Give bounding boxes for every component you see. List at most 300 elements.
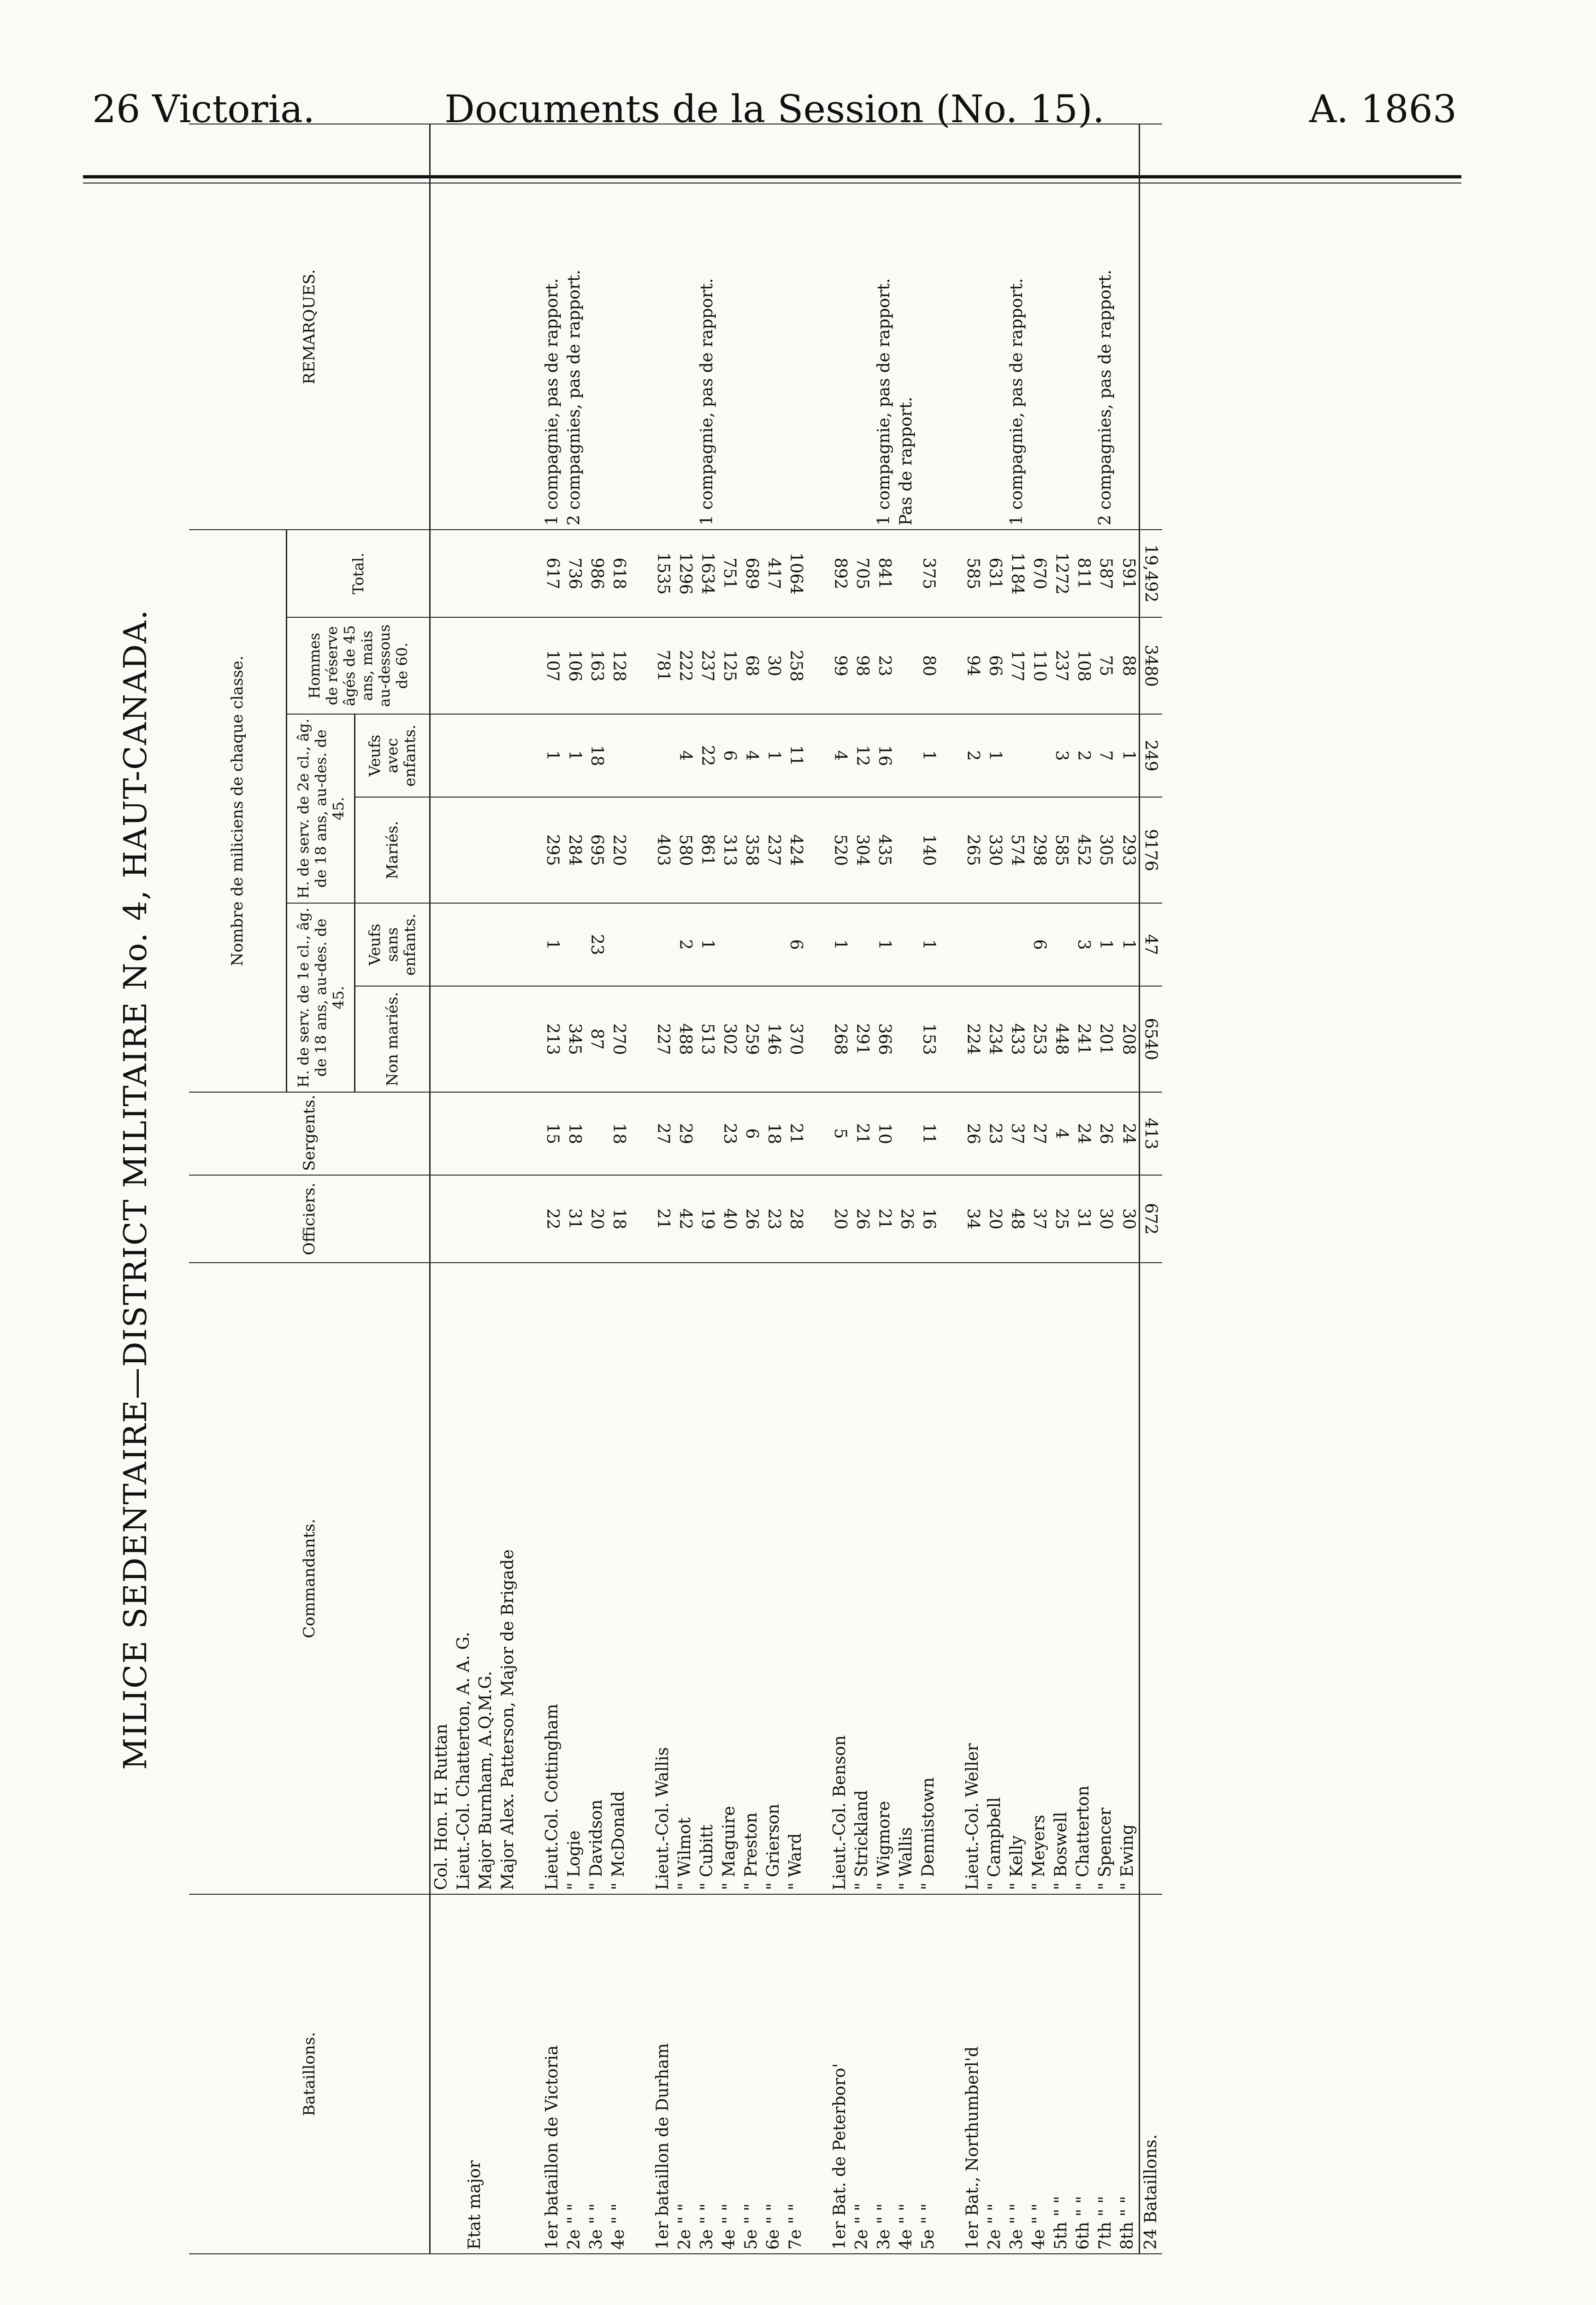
total-cell: 986 xyxy=(585,530,608,617)
totals-row xyxy=(1140,124,1163,2254)
remarques-cell xyxy=(674,124,696,530)
sergents-cell: 18 xyxy=(763,1092,785,1175)
reserve-cell: 222 xyxy=(674,617,696,714)
remarques-cell xyxy=(652,124,674,530)
remarques-cell xyxy=(763,124,785,530)
veufs-avec-cell: 4 xyxy=(674,714,696,797)
commandant-name: Lieut.-Col. Weller xyxy=(962,1263,984,1894)
commandant-name: " Ewing xyxy=(1117,1263,1140,1894)
remarques-cell xyxy=(785,124,807,530)
table-row xyxy=(1050,124,1072,2254)
officiers-cell: 25 xyxy=(1050,1175,1072,1263)
group-spacer xyxy=(807,124,829,2254)
sergents-cell: 27 xyxy=(1028,1092,1050,1175)
veufs-avec-cell: 16 xyxy=(873,714,895,797)
reserve-cell: 30 xyxy=(763,617,785,714)
veufs-sans-cell: 23 xyxy=(585,903,608,986)
veufs-avec-cell xyxy=(1006,714,1028,797)
sergents-cell: 21 xyxy=(785,1092,807,1175)
header-commandants: Commandants. xyxy=(189,1263,430,1894)
sergents-cell: 15 xyxy=(541,1092,563,1175)
veufs-sans-cell xyxy=(984,903,1006,986)
reserve-cell: 258 xyxy=(785,617,807,714)
officiers-cell: 22 xyxy=(541,1175,563,1263)
battalion-name: 7e " " xyxy=(785,1894,807,2254)
maries-cell: 520 xyxy=(829,797,851,903)
commandant-name: " Cubitt xyxy=(696,1263,718,1894)
sergents-cell: 23 xyxy=(984,1092,1006,1175)
non-maries-cell: 270 xyxy=(608,986,630,1092)
reserve-cell: 781 xyxy=(652,617,674,714)
veufs-avec-cell: 1 xyxy=(541,714,563,797)
header-non-maries: Non mariés. xyxy=(355,986,430,1092)
maries-cell: 140 xyxy=(917,797,940,903)
battalion-name: 6e " " xyxy=(763,1894,785,2254)
total-maries: 9176 xyxy=(1140,797,1163,903)
total-non-maries: 6540 xyxy=(1140,986,1163,1092)
sergents-cell: 26 xyxy=(1094,1092,1117,1175)
table-row xyxy=(652,124,674,2254)
battalion-name: 1er bataillon de Victoria xyxy=(541,1894,563,2254)
sergents-cell: 4 xyxy=(1050,1092,1072,1175)
non-maries-cell: 488 xyxy=(674,986,696,1092)
battalion-name: 2e " " xyxy=(563,1894,585,2254)
table-row xyxy=(873,124,895,2254)
commandant-name: " Wilmot xyxy=(674,1263,696,1894)
table-row xyxy=(785,124,807,2254)
veufs-sans-cell xyxy=(851,903,873,986)
veufs-avec-cell: 1 xyxy=(563,714,585,797)
total-sergents: 413 xyxy=(1140,1092,1163,1175)
sergents-cell: 11 xyxy=(917,1092,940,1175)
remarques-cell xyxy=(1117,124,1140,530)
maries-cell: 304 xyxy=(851,797,873,903)
header-nombre-group: Nombre de miliciens de chaque classe. xyxy=(189,530,287,1092)
veufs-sans-cell: 1 xyxy=(1094,903,1117,986)
header-officiers: Officiers. xyxy=(189,1175,430,1263)
maries-cell: 861 xyxy=(696,797,718,903)
remarques-cell xyxy=(962,124,984,530)
sergents-cell: 24 xyxy=(1072,1092,1094,1175)
reserve-cell: 66 xyxy=(984,617,1006,714)
table-row xyxy=(962,124,984,2254)
table-row xyxy=(1117,124,1140,2254)
militia-table xyxy=(189,124,1162,2254)
non-maries-cell: 224 xyxy=(962,986,984,1092)
total-officiers: 672 xyxy=(1140,1175,1163,1263)
officiers-cell: 28 xyxy=(785,1175,807,1263)
group-spacer xyxy=(519,124,541,2254)
veufs-sans-cell: 6 xyxy=(1028,903,1050,986)
reserve-cell: 80 xyxy=(917,617,940,714)
non-maries-cell: 153 xyxy=(917,986,940,1092)
total-cell: 1296 xyxy=(674,530,696,617)
etat-major-commandant: Major Burnham, A.Q.M.G. xyxy=(475,1263,497,1894)
remarques-cell xyxy=(1072,124,1094,530)
maries-cell: 452 xyxy=(1072,797,1094,903)
total-cell: 585 xyxy=(962,530,984,617)
table-row xyxy=(674,124,696,2254)
commandant-name: " Kelly xyxy=(1006,1263,1028,1894)
battalion-name: 2e " " xyxy=(851,1894,873,2254)
officiers-cell: 16 xyxy=(917,1175,940,1263)
battalion-name: 4e " " xyxy=(608,1894,630,2254)
veufs-sans-cell: 3 xyxy=(1072,903,1094,986)
remarques-cell: 1 compagnie, pas de rapport. xyxy=(873,124,895,530)
table-title: MILICE SEDENTAIRE—DISTRICT MILITAIRE No. 4, HAUT-CANADA. xyxy=(118,609,154,1770)
sergents-cell: 24 xyxy=(1117,1092,1140,1175)
commandant-name: " Preston xyxy=(740,1263,763,1894)
total-cell: 1272 xyxy=(1050,530,1072,617)
commandant-name: Lieut.-Col. Wallis xyxy=(652,1263,674,1894)
reserve-cell: 163 xyxy=(585,617,608,714)
remarques-cell: Pas de rapport. xyxy=(895,124,917,530)
remarques-cell xyxy=(851,124,873,530)
sergents-cell: 10 xyxy=(873,1092,895,1175)
officiers-cell: 34 xyxy=(962,1175,984,1263)
non-maries-cell: 253 xyxy=(1028,986,1050,1092)
non-maries-cell: 146 xyxy=(763,986,785,1092)
reserve-cell: 107 xyxy=(541,617,563,714)
veufs-sans-cell: 1 xyxy=(873,903,895,986)
veufs-sans-cell xyxy=(763,903,785,986)
commandant-name: " Ward xyxy=(785,1263,807,1894)
total-cell: 751 xyxy=(718,530,740,617)
table-row xyxy=(895,124,917,2254)
total-cell: 417 xyxy=(763,530,785,617)
maries-cell: 237 xyxy=(763,797,785,903)
veufs-sans-cell xyxy=(1006,903,1028,986)
group-spacer xyxy=(630,124,652,2254)
veufs-avec-cell xyxy=(652,714,674,797)
table-row xyxy=(984,124,1006,2254)
remarques-cell: 2 compagnies, pas de rapport. xyxy=(563,124,585,530)
maries-cell: 585 xyxy=(1050,797,1072,903)
header-veufs-avec: Veufs avec enfants. xyxy=(355,714,430,797)
maries-cell: 313 xyxy=(718,797,740,903)
battalion-name: 3e " " xyxy=(873,1894,895,2254)
total-cell: 670 xyxy=(1028,530,1050,617)
total-cell: 689 xyxy=(740,530,763,617)
table-row xyxy=(563,124,585,2254)
non-maries-cell: 213 xyxy=(541,986,563,1092)
commandant-name: " Meyers xyxy=(1028,1263,1050,1894)
table-row xyxy=(1072,124,1094,2254)
table-row xyxy=(718,124,740,2254)
total-cell: 617 xyxy=(541,530,563,617)
battalion-name: 8th " " xyxy=(1117,1894,1140,2254)
sergents-cell: 29 xyxy=(674,1092,696,1175)
maries-cell: 580 xyxy=(674,797,696,903)
commandant-name: " Davidson xyxy=(585,1263,608,1894)
table-row xyxy=(541,124,563,2254)
sergents-cell xyxy=(895,1092,917,1175)
maries-cell: 265 xyxy=(962,797,984,903)
header-sergents: Sergents. xyxy=(189,1092,430,1175)
remarques-cell xyxy=(608,124,630,530)
veufs-sans-cell xyxy=(608,903,630,986)
battalion-name: 3e " " xyxy=(1006,1894,1028,2254)
battalion-name: 7th " " xyxy=(1094,1894,1117,2254)
reserve-cell: 108 xyxy=(1072,617,1094,714)
commandant-name: " Strickland xyxy=(851,1263,873,1894)
battalion-name: 1er bataillon de Durham xyxy=(652,1894,674,2254)
battalion-name: 5th " " xyxy=(1050,1894,1072,2254)
etat-major-row xyxy=(430,124,453,2254)
officiers-cell: 23 xyxy=(763,1175,785,1263)
remarques-cell xyxy=(718,124,740,530)
veufs-avec-cell: 6 xyxy=(718,714,740,797)
total-cell: 587 xyxy=(1094,530,1117,617)
rotated-table-sheet xyxy=(111,124,1420,2254)
officiers-cell: 30 xyxy=(1117,1175,1140,1263)
maries-cell: 435 xyxy=(873,797,895,903)
reserve-cell: 88 xyxy=(1117,617,1140,714)
total-cell: 618 xyxy=(608,530,630,617)
total-cell: 1535 xyxy=(652,530,674,617)
officiers-cell: 42 xyxy=(674,1175,696,1263)
veufs-sans-cell: 6 xyxy=(785,903,807,986)
commandant-name: " Boswell xyxy=(1050,1263,1072,1894)
veufs-sans-cell xyxy=(652,903,674,986)
table-row xyxy=(696,124,718,2254)
non-maries-cell: 345 xyxy=(563,986,585,1092)
non-maries-cell: 433 xyxy=(1006,986,1028,1092)
reserve-cell: 106 xyxy=(563,617,585,714)
maries-cell: 295 xyxy=(541,797,563,903)
header-group-2e: H. de serv. de 2e cl., âg. de 18 ans, au-des. de 45. xyxy=(287,714,355,903)
remarques-cell xyxy=(585,124,608,530)
reserve-cell: 68 xyxy=(740,617,763,714)
remarques-cell: 1 compagnie, pas de rapport. xyxy=(696,124,718,530)
veufs-avec-cell: 12 xyxy=(851,714,873,797)
veufs-avec-cell xyxy=(608,714,630,797)
veufs-avec-cell xyxy=(895,714,917,797)
battalion-name: 2e " " xyxy=(674,1894,696,2254)
total-cell xyxy=(895,530,917,617)
non-maries-cell: 208 xyxy=(1117,986,1140,1092)
table-row xyxy=(917,124,940,2254)
sergents-cell: 18 xyxy=(563,1092,585,1175)
battalion-name: 1er Bat. de Peterboro' xyxy=(829,1894,851,2254)
veufs-avec-cell: 2 xyxy=(962,714,984,797)
veufs-avec-cell: 4 xyxy=(740,714,763,797)
total-cell: 631 xyxy=(984,530,1006,617)
maries-cell: 358 xyxy=(740,797,763,903)
veufs-sans-cell xyxy=(962,903,984,986)
header-remarques: REMARQUES. xyxy=(189,124,430,530)
reserve-cell: 125 xyxy=(718,617,740,714)
officiers-cell: 20 xyxy=(585,1175,608,1263)
battalion-name: 3e " " xyxy=(585,1894,608,2254)
maries-cell xyxy=(895,797,917,903)
officiers-cell: 21 xyxy=(652,1175,674,1263)
remarques-cell xyxy=(984,124,1006,530)
remarques-cell xyxy=(1028,124,1050,530)
veufs-avec-cell: 1 xyxy=(917,714,940,797)
etat-major-commandant: Col. Hon. H. Ruttan xyxy=(430,1263,453,1894)
totals-label: 24 Bataillons. xyxy=(1140,1894,1163,2254)
sergents-cell: 37 xyxy=(1006,1092,1028,1175)
table-totals xyxy=(1140,124,1163,2254)
officiers-cell: 26 xyxy=(851,1175,873,1263)
header-group-1e: H. de serv. de 1e cl., âg. de 18 ans, au-des. de 45. xyxy=(287,903,355,1092)
remarques-cell: 1 compagnie, pas de rapport. xyxy=(541,124,563,530)
remarques-cell xyxy=(829,124,851,530)
table-row xyxy=(740,124,763,2254)
reserve-cell: 94 xyxy=(962,617,984,714)
etat-major-label: Etat major xyxy=(430,1894,520,2254)
sergents-cell: 27 xyxy=(652,1092,674,1175)
veufs-sans-cell xyxy=(895,903,917,986)
maries-cell: 403 xyxy=(652,797,674,903)
non-maries-cell: 259 xyxy=(740,986,763,1092)
non-maries-cell: 366 xyxy=(873,986,895,1092)
non-maries-cell: 87 xyxy=(585,986,608,1092)
header-veufs-sans: Veufs sans enfants. xyxy=(355,903,430,986)
total-cell: 811 xyxy=(1072,530,1094,617)
officiers-cell: 20 xyxy=(984,1175,1006,1263)
veufs-sans-cell xyxy=(563,903,585,986)
non-maries-cell: 241 xyxy=(1072,986,1094,1092)
veufs-sans-cell xyxy=(740,903,763,986)
battalion-name: 5e " " xyxy=(740,1894,763,2254)
total-cell: 375 xyxy=(917,530,940,617)
reserve-cell: 237 xyxy=(696,617,718,714)
group-spacer xyxy=(940,124,962,2254)
commandant-name: " Maguire xyxy=(718,1263,740,1894)
commandant-name: " Spencer xyxy=(1094,1263,1117,1894)
total-cell: 841 xyxy=(873,530,895,617)
reserve-cell: 98 xyxy=(851,617,873,714)
commandant-name: " Wigmore xyxy=(873,1263,895,1894)
maries-cell: 330 xyxy=(984,797,1006,903)
maries-cell: 305 xyxy=(1094,797,1117,903)
table-row xyxy=(829,124,851,2254)
running-head-center: Documents de la Session (No. 15). xyxy=(444,88,1105,131)
commandant-name: Lieut.Col. Cottingham xyxy=(541,1263,563,1894)
table-row xyxy=(1028,124,1050,2254)
maries-cell: 284 xyxy=(563,797,585,903)
total-cell: 892 xyxy=(829,530,851,617)
maries-cell: 298 xyxy=(1028,797,1050,903)
header-total: Total. xyxy=(287,530,430,617)
etat-major-commandant: Lieut.-Col. Chatterton, A. A. G. xyxy=(453,1263,475,1894)
sergents-cell xyxy=(585,1092,608,1175)
battalion-name: 4e " " xyxy=(895,1894,917,2254)
battalion-name: 2e " " xyxy=(984,1894,1006,2254)
sergents-cell: 5 xyxy=(829,1092,851,1175)
veufs-avec-cell: 1 xyxy=(763,714,785,797)
commandant-name: " Chatterton xyxy=(1072,1263,1094,1894)
sergents-cell: 6 xyxy=(740,1092,763,1175)
reserve-cell: 99 xyxy=(829,617,851,714)
non-maries-cell: 201 xyxy=(1094,986,1117,1092)
veufs-avec-cell: 7 xyxy=(1094,714,1117,797)
etat-major-commandant: Major Alex. Patterson, Major de Brigade xyxy=(497,1263,519,1894)
veufs-avec-cell: 11 xyxy=(785,714,807,797)
reserve-cell xyxy=(895,617,917,714)
table-body xyxy=(430,124,1140,2254)
veufs-sans-cell: 1 xyxy=(696,903,718,986)
maries-cell: 424 xyxy=(785,797,807,903)
sergents-cell: 26 xyxy=(962,1092,984,1175)
officiers-cell: 21 xyxy=(873,1175,895,1263)
non-maries-cell: 302 xyxy=(718,986,740,1092)
non-maries-cell xyxy=(895,986,917,1092)
remarques-cell xyxy=(740,124,763,530)
non-maries-cell: 370 xyxy=(785,986,807,1092)
officiers-cell: 20 xyxy=(829,1175,851,1263)
non-maries-cell: 513 xyxy=(696,986,718,1092)
officiers-cell: 31 xyxy=(563,1175,585,1263)
maries-cell: 574 xyxy=(1006,797,1028,903)
officiers-cell: 18 xyxy=(608,1175,630,1263)
veufs-avec-cell: 22 xyxy=(696,714,718,797)
veufs-avec-cell: 18 xyxy=(585,714,608,797)
officiers-cell: 40 xyxy=(718,1175,740,1263)
total-cell: 1634 xyxy=(696,530,718,617)
reserve-cell: 23 xyxy=(873,617,895,714)
veufs-sans-cell: 1 xyxy=(1117,903,1140,986)
total-reserve: 3480 xyxy=(1140,617,1163,714)
battalion-name: 4e " " xyxy=(718,1894,740,2254)
battalion-name: 6th " " xyxy=(1072,1894,1094,2254)
veufs-avec-cell: 1 xyxy=(1117,714,1140,797)
table-row xyxy=(608,124,630,2254)
commandant-name: " Grierson xyxy=(763,1263,785,1894)
total-cell: 591 xyxy=(1117,530,1140,617)
sergents-cell: 18 xyxy=(608,1092,630,1175)
header-maries: Mariés. xyxy=(355,797,430,903)
veufs-sans-cell: 1 xyxy=(829,903,851,986)
sergents-cell: 23 xyxy=(718,1092,740,1175)
total-total: 19,492 xyxy=(1140,530,1163,617)
officiers-cell: 26 xyxy=(740,1175,763,1263)
veufs-sans-cell: 1 xyxy=(541,903,563,986)
battalion-name: 1er Bat., Northumberl'd xyxy=(962,1894,984,2254)
remarques-cell xyxy=(1050,124,1072,530)
reserve-cell: 75 xyxy=(1094,617,1117,714)
commandant-name: " Dennistown xyxy=(917,1263,940,1894)
veufs-sans-cell xyxy=(718,903,740,986)
total-cell: 705 xyxy=(851,530,873,617)
officiers-cell: 30 xyxy=(1094,1175,1117,1263)
total-veufs-avec: 249 xyxy=(1140,714,1163,797)
remarques-cell: 1 compagnie, pas de rapport. xyxy=(1006,124,1028,530)
commandant-name: " Campbell xyxy=(984,1263,1006,1894)
reserve-cell: 128 xyxy=(608,617,630,714)
header-reserve: Hommes de réserve âgés de 45 ans, mais au-dessous de 60. xyxy=(287,617,430,714)
table-row xyxy=(763,124,785,2254)
reserve-cell: 177 xyxy=(1006,617,1028,714)
non-maries-cell: 448 xyxy=(1050,986,1072,1092)
table-row xyxy=(851,124,873,2254)
commandant-name: Lieut.-Col. Benson xyxy=(829,1263,851,1894)
officiers-cell: 48 xyxy=(1006,1175,1028,1263)
officiers-cell: 19 xyxy=(696,1175,718,1263)
running-head-left: 26 Victoria. xyxy=(92,88,315,131)
table-row xyxy=(1006,124,1028,2254)
non-maries-cell: 227 xyxy=(652,986,674,1092)
battalion-name: 3e " " xyxy=(696,1894,718,2254)
sergents-cell xyxy=(696,1092,718,1175)
non-maries-cell: 291 xyxy=(851,986,873,1092)
veufs-avec-cell: 4 xyxy=(829,714,851,797)
total-cell: 1064 xyxy=(785,530,807,617)
table-row xyxy=(1094,124,1117,2254)
reserve-cell: 110 xyxy=(1028,617,1050,714)
